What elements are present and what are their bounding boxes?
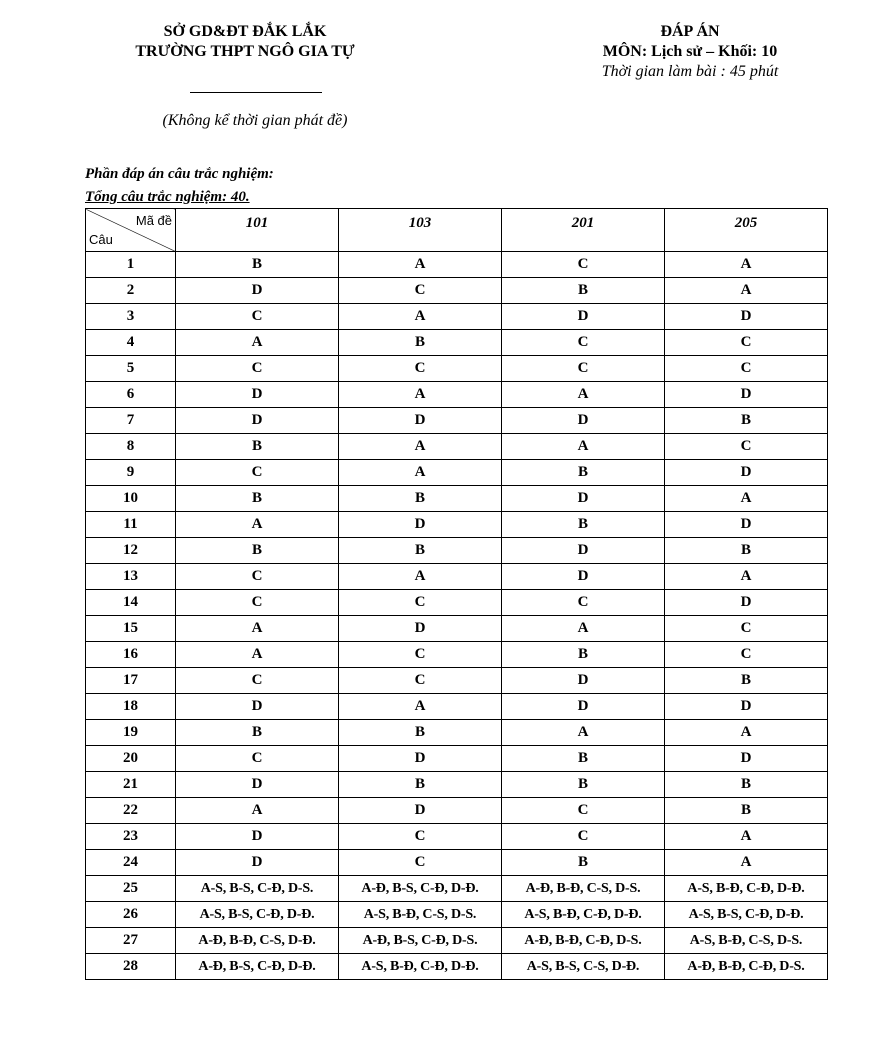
question-number: 8 [86, 434, 176, 460]
answer-cell: A-S, B-S, C-Đ, D-Đ. [176, 902, 339, 928]
answer-cell: C [176, 356, 339, 382]
answer-cell: A-S, B-Đ, C-Đ, D-Đ. [502, 902, 665, 928]
table-row [86, 746, 828, 772]
answer-cell: D [339, 746, 502, 772]
question-number: 3 [86, 304, 176, 330]
code-header: 205 [665, 209, 828, 252]
question-number: 14 [86, 590, 176, 616]
answer-cell: B [665, 798, 828, 824]
answer-table [85, 208, 828, 980]
answer-cell: D [502, 408, 665, 434]
answer-cell: C [665, 330, 828, 356]
answer-cell: A [176, 330, 339, 356]
table-row [86, 616, 828, 642]
time-note: (Không kể thời gian phát đề) [162, 112, 348, 129]
answer-cell: A-S, B-Đ, C-S, D-S. [339, 902, 502, 928]
answer-cell: C [665, 434, 828, 460]
answer-cell: B [176, 720, 339, 746]
answer-cell: C [176, 668, 339, 694]
table-row [86, 356, 828, 382]
answer-cell: A [665, 486, 828, 512]
answer-cell: A-Đ, B-S, C-Đ, D-Đ. [339, 876, 502, 902]
table-row [86, 408, 828, 434]
answer-cell: A [176, 616, 339, 642]
answer-cell: D [665, 746, 828, 772]
answer-cell: D [176, 382, 339, 408]
question-number: 10 [86, 486, 176, 512]
table-row [86, 252, 828, 278]
answer-cell: B [665, 538, 828, 564]
table-row [86, 642, 828, 668]
answer-cell: C [502, 590, 665, 616]
answer-cell: B [339, 772, 502, 798]
question-number: 17 [86, 668, 176, 694]
answer-cell: C [176, 460, 339, 486]
answer-cell: C [176, 304, 339, 330]
school-header [90, 22, 400, 62]
answer-cell: B [502, 278, 665, 304]
table-row [86, 798, 828, 824]
answer-cell: A-Đ, B-S, C-Đ, D-S. [339, 928, 502, 954]
answer-cell: D [176, 278, 339, 304]
answer-cell: D [665, 460, 828, 486]
answer-cell: A [176, 642, 339, 668]
table-row [86, 668, 828, 694]
answer-cell: A [665, 720, 828, 746]
answer-cell: A [339, 382, 502, 408]
answer-cell: D [502, 304, 665, 330]
table-row [86, 902, 828, 928]
answer-cell: D [502, 538, 665, 564]
answer-cell: A [502, 720, 665, 746]
answer-cell: D [665, 590, 828, 616]
question-number: 28 [86, 954, 176, 980]
answer-cell: A [665, 824, 828, 850]
question-number: 13 [86, 564, 176, 590]
question-number: 19 [86, 720, 176, 746]
question-number: 5 [86, 356, 176, 382]
answer-cell: A [339, 460, 502, 486]
table-row [86, 538, 828, 564]
answer-cell: C [665, 616, 828, 642]
answer-cell: D [502, 486, 665, 512]
answer-cell: C [176, 564, 339, 590]
table-row [86, 720, 828, 746]
doc-title: ĐÁP ÁN [660, 23, 720, 40]
table-row [86, 590, 828, 616]
table-row [86, 564, 828, 590]
answer-cell: C [502, 330, 665, 356]
answer-cell: C [502, 252, 665, 278]
answer-cell: A [176, 512, 339, 538]
answer-cell: A [665, 278, 828, 304]
question-number: 4 [86, 330, 176, 356]
corner-code-label: Mã đề [135, 213, 172, 228]
answer-cell: C [339, 590, 502, 616]
answer-cell: B [339, 720, 502, 746]
answer-cell: A [339, 434, 502, 460]
answer-cell: B [502, 460, 665, 486]
code-header: 103 [339, 209, 502, 252]
answer-cell: D [176, 850, 339, 876]
table-row [86, 772, 828, 798]
answer-cell: B [665, 408, 828, 434]
answer-cell: C [665, 356, 828, 382]
answer-cell: A [339, 694, 502, 720]
answer-cell: D [502, 694, 665, 720]
answer-cell: A [665, 564, 828, 590]
answer-cell: D [665, 304, 828, 330]
table-header-row [86, 209, 828, 252]
table-row [86, 382, 828, 408]
answer-cell: C [339, 278, 502, 304]
subject-line: MÔN: Lịch sử – Khối: 10 [602, 43, 778, 60]
question-number: 20 [86, 746, 176, 772]
table-row [86, 486, 828, 512]
answer-cell: D [339, 408, 502, 434]
code-header: 101 [176, 209, 339, 252]
table-row [86, 460, 828, 486]
question-number: 15 [86, 616, 176, 642]
question-number: 16 [86, 642, 176, 668]
answer-cell: A [502, 616, 665, 642]
answer-cell: D [502, 564, 665, 590]
answer-cell: C [176, 590, 339, 616]
answer-cell: A [176, 798, 339, 824]
answer-cell: B [176, 486, 339, 512]
answer-cell: A [665, 850, 828, 876]
question-number: 23 [86, 824, 176, 850]
answer-cell: B [502, 642, 665, 668]
table-row [86, 278, 828, 304]
table-row [86, 304, 828, 330]
answer-cell: C [339, 824, 502, 850]
question-number: 11 [86, 512, 176, 538]
question-number: 12 [86, 538, 176, 564]
answer-cell: C [339, 668, 502, 694]
question-number: 26 [86, 902, 176, 928]
table-row [86, 330, 828, 356]
school-name: TRƯỜNG THPT NGÔ GIA TỰ [135, 43, 355, 60]
header-divider [190, 92, 322, 93]
answer-cell: B [339, 486, 502, 512]
corner-question-label: Câu [89, 232, 113, 247]
section-title: Phần đáp án câu trắc nghiệm: [85, 166, 274, 182]
answer-cell: B [176, 538, 339, 564]
table-row [86, 876, 828, 902]
answer-cell: B [176, 434, 339, 460]
corner-cell [86, 209, 176, 252]
answer-cell: D [339, 616, 502, 642]
answer-cell: A-S, B-S, C-Đ, D-Đ. [665, 902, 828, 928]
answer-cell: A [502, 434, 665, 460]
table-row [86, 434, 828, 460]
answer-cell: B [502, 772, 665, 798]
answer-cell: A-Đ, B-S, C-Đ, D-Đ. [176, 954, 339, 980]
question-number: 25 [86, 876, 176, 902]
answer-cell: B [665, 772, 828, 798]
answer-cell: C [339, 356, 502, 382]
answer-cell: A-S, B-Đ, C-Đ, D-Đ. [665, 876, 828, 902]
question-number: 2 [86, 278, 176, 304]
answer-cell: D [339, 798, 502, 824]
answer-cell: D [665, 694, 828, 720]
answer-cell: A-S, B-Đ, C-S, D-S. [665, 928, 828, 954]
answer-cell: D [176, 772, 339, 798]
answer-cell: B [502, 512, 665, 538]
answer-cell: B [176, 252, 339, 278]
question-number: 18 [86, 694, 176, 720]
question-number: 27 [86, 928, 176, 954]
answer-cell: A [339, 252, 502, 278]
answer-cell: D [502, 668, 665, 694]
table-row [86, 694, 828, 720]
question-number: 6 [86, 382, 176, 408]
answer-cell: A [339, 564, 502, 590]
answer-cell: D [176, 694, 339, 720]
answer-cell: B [339, 330, 502, 356]
department-name: SỞ GD&ĐT ĐẮK LẮK [163, 23, 327, 40]
answer-cell: A [339, 304, 502, 330]
table-row [86, 954, 828, 980]
answer-cell: A-Đ, B-Đ, C-S, D-Đ. [176, 928, 339, 954]
question-number: 24 [86, 850, 176, 876]
answer-cell: A-Đ, B-Đ, C-Đ, D-S. [665, 954, 828, 980]
question-number: 21 [86, 772, 176, 798]
answer-cell: B [665, 668, 828, 694]
answer-cell: C [502, 356, 665, 382]
answer-cell: C [502, 824, 665, 850]
answer-cell: C [339, 642, 502, 668]
answer-cell: A-S, B-S, C-Đ, D-S. [176, 876, 339, 902]
answer-cell: C [665, 642, 828, 668]
question-number: 1 [86, 252, 176, 278]
total-questions: Tổng câu trắc nghiệm: 40. [85, 189, 250, 205]
table-row [86, 824, 828, 850]
answer-cell: A-Đ, B-Đ, C-S, D-S. [502, 876, 665, 902]
exam-header [540, 22, 840, 82]
table-row [86, 512, 828, 538]
answer-cell: B [502, 850, 665, 876]
duration-line: Thời gian làm bài : 45 phút [601, 63, 779, 80]
answer-cell: A [665, 252, 828, 278]
table-row [86, 928, 828, 954]
answer-cell: D [176, 824, 339, 850]
answer-cell: D [665, 512, 828, 538]
answer-cell: A [502, 382, 665, 408]
answer-cell: A-Đ, B-Đ, C-Đ, D-S. [502, 928, 665, 954]
question-number: 9 [86, 460, 176, 486]
answer-cell: D [665, 382, 828, 408]
answer-cell: D [176, 408, 339, 434]
answer-cell: A-S, B-S, C-S, D-Đ. [502, 954, 665, 980]
answer-cell: D [339, 512, 502, 538]
code-header: 201 [502, 209, 665, 252]
answer-cell: B [502, 746, 665, 772]
answer-cell: C [339, 850, 502, 876]
table-row [86, 850, 828, 876]
question-number: 22 [86, 798, 176, 824]
answer-cell: C [176, 746, 339, 772]
answer-cell: C [502, 798, 665, 824]
question-number: 7 [86, 408, 176, 434]
answer-cell: A-S, B-Đ, C-Đ, D-Đ. [339, 954, 502, 980]
answer-cell: B [339, 538, 502, 564]
